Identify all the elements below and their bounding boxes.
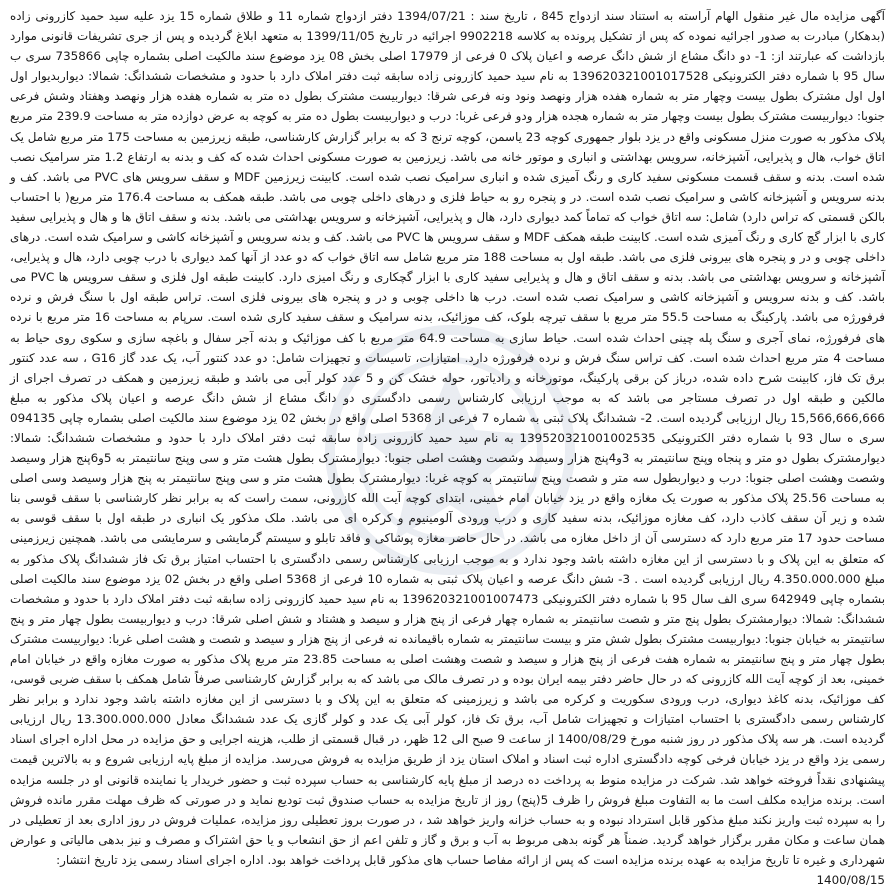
auction-notice-text: آگهی مزایده مال غیر منقول الهام آراسته به استناد سند ازدواج 845 ، تاریخ سند : 1394/07/21 دفتر ازدواج شماره 11 و طلاق شماره 15 یزد علیه سید حمید کازرونی زاده (بدهکار) مبادرت به صدور اجرائیه نموده که پس از تشکیل پرونده به کلاسه 9902218 اجرائیه در تاریخ 1399/11/05 به متعهد ابلاغ گردیده و پس از جری تشریفات قانونی موارد بازداشت که عبارتند از: 1- دو دانگ مشاع از شش دانگ عرصه و اعیان پلاک 0 فرعی از 17979 اصلی بخش 08 یزد موضوع سند مالکیت اصلی بشماره چاپی 735866 سری ب سال 95 با شماره دفتر الکترونیکی 139620321001017528 به نام سید حمید کازرونی زاده سابقه ثبت دفتر املاک دارد با حدود و مشخصات ششدانگ: شمالا: دیواربدیوار اول اول اول مشترک بطول بیست وچهار متر به شماره هفده هزار ونهصد ونود ونه فرعی شرقا: دیواربیست مشترک بطول ده متر به شماره هفده هزار ونهصد وهفتاد وشش فرعی جنوبا: دیواربیست مشترک بطول بیست وچهار متر به شماره هجده هزار ودو فرعی غربا: درب و دیواربیست بطول ده متر به کوچه به عرض دوازده متر به مساحت 239.9 متر مربع پلاک مذکور به صورت منزل مسکونی واقع در یزد بلوار جمهوری کوچه 23 یاسمن، کوچه ترنج 3 که به برابر گزارش کارشناسی، طبقه زیرزمین به مساحت 175 متر مربع شامل یک اتاق خواب، هال و پذیرایی، آشپزخانه، سرویس بهداشتی و انباری و موتور خانه می باشد. زیرزمین به صورت مسکونی احداث شده که کف و بدنه به ارتفاع 1.2 متر سرامیک نصب شده است. بدنه و سقف قسمت مسکونی سفید کاری و رنگ آمیزی شده و انباری سرامیک نصب شده است. کابینت زیرزمین MDF و سقف سرویس های PVC می باشد. کف و بدنه سرویس و آشپزخانه کاشی و سرامیک نصب شده است. در و پنجره رو به حیاط فلزی و درهای داخلی چوبی می باشد. طبقه همکف به مساحت 176.4 متر مربع( با احتساب بالکن قسمتی که تراس دارد) شامل: سه اتاق خواب که تماماً کمد دیواری دارد، هال و پذیرایی، آشپزخانه و سرویس بهداشتی می باشد. بدنه و سقف اتاق ها و هال و پذیرایی سفید کاری با ابزار گچ کاری و رنگ آمیزی شده است. کابینت طبقه همکف MDF و سقف سرویس ها PVC می باشد. کف و بدنه سرویس و آشپزخانه کاشی و سرامیک شده است. درهای داخلی چوبی و در و پنجره های بیرونی فلزی می باشد. طبقه اول به مساحت 188 متر مربع شامل سه اتاق خواب که دو عدد از آنها کمد دیواری با درب چوبی دارد، هال و پذیرایی، آشپزخانه و سرویس بهداشتی می باشد. بدنه و سقف اتاق و هال و پذیرایی سفید کاری با ابزار گچکاری و رنگ امیزی دارد. کابینت طبقه اول فلزی و سقف سرویس ها PVC می باشد. کف و بدنه سرویس و آشپزخانه کاشی و سرامیک نصب شده است. درب ها داخلی چوبی و در و پنجره های بیرونی فلزی است. تراس طبقه اول با سنگ فرش و نرده فرفورژه می باشد. پارکینگ به مساحت 55.5 متر مربع با سقف تیرچه بلوک، کف موزائیک، بدنه سرامیک و سقف سفید کاری شده است. سرپام به مساحت 16 متر مربع با نرده های فرفورژه، نمای آجری و سنگ پله چینی احداث شده است. حیاط سازی به مساحت 64.9 متر مربع با کف موزائیک و بدنه آجر سفال و باغچه سازی و سکوی روی حیاط به مساحت 4 متر مربع احداث شده است. کف تراس سنگ فرش و نرده فرفورژه دارد. امتیازات، تاسیسات و تجهیزات شامل: دو عدد کنتور آب، یک عدد گاز G16 ، سه عدد کنتور برق تک فاز، کابینت شرح داده شده، درباز کن برقی پارکینگ، موتورخانه و رادیاتور، حوله خشک کن و 5 عدد کولر آبی می باشد و طبقه زیرزمین و همکف در تصرف اجرای از مالکین و طبقه اول در تصرف مستاجر می باشد که به موجب ارزیابی کارشناس رسمی دادگستری دو دانگ مشاع از شش دانگ عرصه و اعیان پلاک مذکور به مبلغ 15,566,666,666 ریال ارزیابی گردیده است. 2- ششدانگ پلاک ثبتی به شماره 7 فرعی از 5368 اصلی واقع در بخش 02 یزد موضوع سند مالکیت اصلی بشماره چاپی 094135 سری ه سال 93 با شماره دفتر الکترونیکی 139520321001002535 به نام سید حمید کازرونی زاده سابقه ثبت دفتر املاک دارد با حدود و مشخصات ششدانگ: شمالا: دیوارمشترک بطول دو متر و پنجاه وپنج سانتیمتر به 3و4پنج هزار وسیصد وشصت وهشت اصلی جنوبا: دیوارمشترک بطول هشت متر و سی وپنج سانتیمتر به 5و6پنج هزار وسیصد وشصت وهشت اصلی جنوبا: درب و دیواربطول سه متر و شصت وپنج سانتیمتر به کوچه غربا: دیوارمشترک بطول هشت متر و سی وپنج سانتیمتر به پنج هزار وسیصد وسی اصلی به مساحت 25.56 پلاک مذکور به صورت یک مغازه واقع در یزد خیابان امام خمینی، ابتدای کوچه آیت الله کازرونی، سمت راست که به برابر نظر کارشناسی با سقف قوسی بنا شده و زیر آن سقف کاذب دارد، کف مغازه موزائیک، بدنه سفید کاری و درب ورودی آلومینیوم و کرکره ای می باشد. ملک مذکور یک انباری در طبقه اول با سقف قوسی به مساحت حدود 17 متر مربع دارد که دسترسی آن از داخل مغازه می باشد. در حال حاضر مغازه پوشاکی و فاقد تابلو و سیستم گرمایشی و سرمایشی می باشد. همچنین زیرزمینی که متعلق به این پلاک و با دسترسی از این مغازه داشته باشد وجود ندارد و به موجب ارزیابی کارشناس رسمی دادگستری با احتساب امتیاز برق تک فاز ششدانگ پلاک مذکور به مبلغ 4.350.000.000 ریال ارزیابی گردیده است . 3- شش دانگ عرصه و اعیان پلاک ثبتی به شماره 10 فرعی از 5368 اصلی واقع در بخش 02 یزد موضوع سند مالکیت اصلی بشماره چاپی 642949 سری الف سال 95 با شماره دفتر الکترونیکی 139620321001007473 به نام سید حمید کازرونی زاده سابقه ثبت دفتر املاک دارد با حدود و مشخصات ششدانگ: شمالا: دیوارمشترک بطول پنج متر و شصت سانتیمتر به شماره چهار فرعی از پنج هزار و سیصد و هشتاد و شش اصلی شرقا: درب و دیواربیست بطول چهار متر و پنج سانتیمتر به خیابان جنوبا: دیواربیست مشترک بطول شش متر و بیست سانتیمتر به شماره باقیمانده نه فرعی از پنج هزار و سیصد و شصت و هشت اصلی غربا: دیواربیست مشترک بطول چهار متر و پنج سانتیمتر به شماره هفت فرعی از پنج هزار و سیصد و شصت وهشت اصلی به مساحت 23.85 متر مربع پلاک مذکور به صورت مغازه واقع در خیابان امام خمینی، بعد از کوچه آیت الله کازرونی که در حال حاضر دفتر بیمه ایران بوده و در تصرف مالک می باشد که به برابر گزارش کارشناسی صرفاً شامل همکف با سقف ضربی قوسی، کف موزائیک، بدنه کاغذ دیواری، درب ورودی سکوریت و کرکره می باشد و زیرزمینی که متعلق به این پلاک و با دسترسی از این مغازه داشته باشد وجود ندارد و برابر نظر کارشناس رسمی دادگستری با احتساب امتیازات و تجهیزات شامل آب، برق تک فاز، کولر آبی یک عدد و کولر گازی یک عدد ششدانگ معادل 13.300.000.000 ریال ارزیابی گردیده است. هر سه پلاک مذکور در روز شنبه مورخ 1400/08/29 از ساعت 9 صبح الی 12 ظهر، در قبال قسمتی از طلب، هزینه اجرایی و حق مزایده در محل اداره اجرای اسناد رسمی یزد واقع در یزد خیابان فرخی کوچه دادگستری اداره ثبت اسناد و املاک استان یزد از طریق مزایده به فروش می‌رسد. مزایده از مبلغ پایه ارزیابی شروع و به بالاترین قیمت پیشنهادی نقداً فروخته خواهد شد. شرکت در مزایده منوط به پرداخت ده درصد از مبلغ پایه کارشناسی به حساب سپرده ثبت و حضور خریدار یا نماینده قانونی او در جلسه مزایده است. برنده مزایده مکلف است ما به التفاوت مبلغ فروش را ظرف 5(پنج) روز از تاریخ مزایده به حساب صندوق ثبت تودیع نماید و در صورتی که ظرف مهلت مقرر مانده فروش را به سپرده ثبت واریز نکند مبلغ مذکور قابل استرداد نبوده و به حساب خزانه واریز خواهد شد ، در صورت بروز تعطیلی روز مزایده، عملیات فروش در روز اداری بعد از تعطیلی در همان ساعت و مکان مقرر برگزار خواهد گردید. ضمناً هر گونه بدهی مربوط به آب و برق و گاز و تلفن اعم از حق انشعاب و یا حق اشتراک و مصرف و نیز بدهی مالیاتی و عوارض شهرداری و غیره تا تاریخ مزایده به عهده برنده مزایده است که پس از ارائه مفاصا حساب های مذکور قابل پرداخت خواهد بود. اداره اجرای اسناد رسمی یزد تاریخ انتشار: bbox=[10, 9, 886, 867]
publish-date: 1400/08/15 bbox=[816, 873, 885, 888]
